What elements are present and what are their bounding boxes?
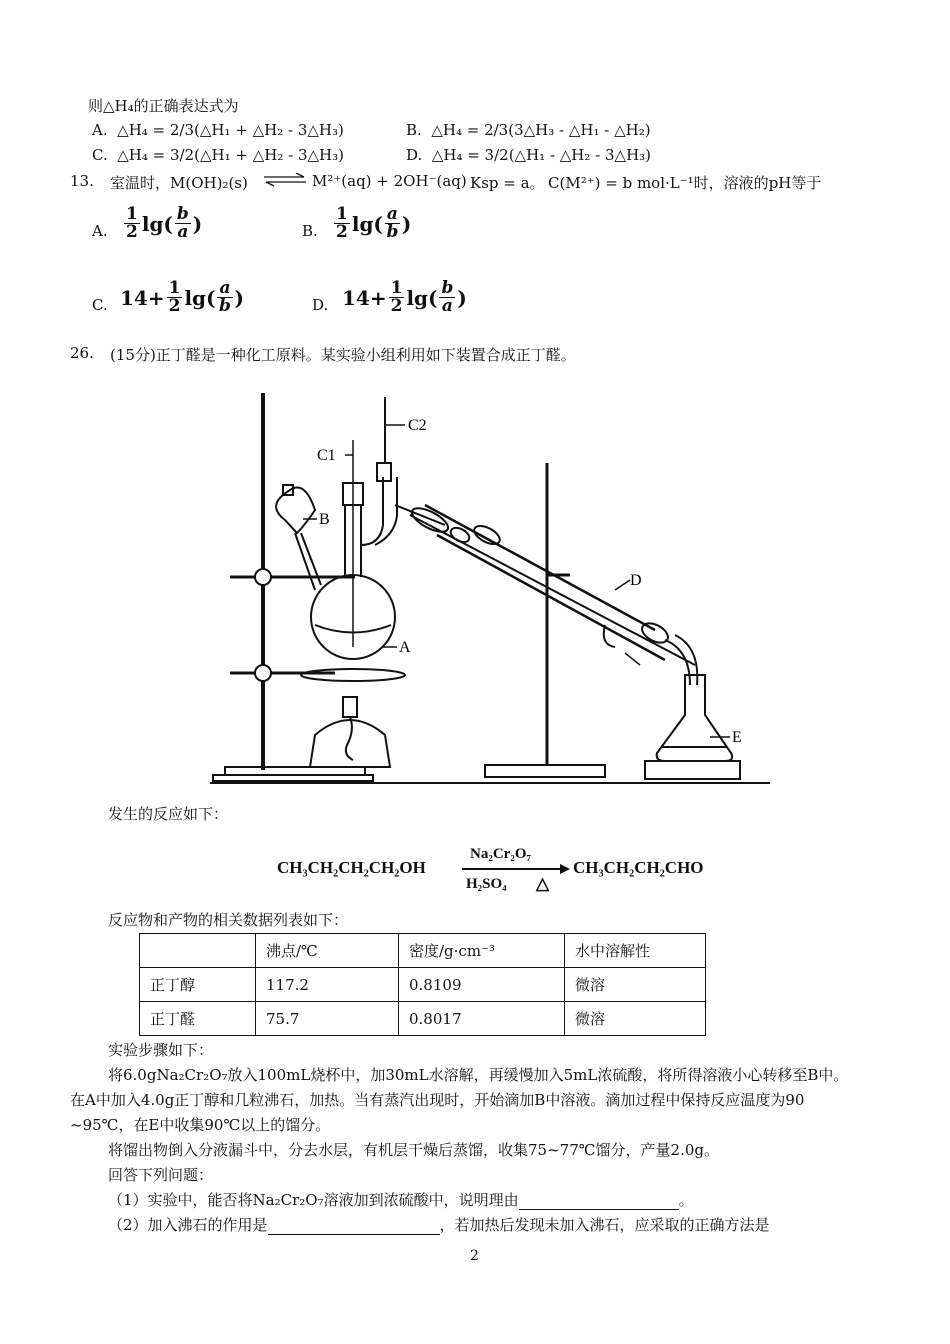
q12-option-a: A. △H₄ = 2/3(△H₁ + △H₂ - 3△H₃) <box>92 121 344 139</box>
q13-option-b-label: B. <box>302 222 318 240</box>
answer-blank-1[interactable] <box>519 1193 679 1210</box>
equilibrium-arrow-icon <box>262 173 308 187</box>
table-header-cell <box>140 934 256 968</box>
q13-number: 13. <box>70 172 94 190</box>
table-header-cell: 水中溶解性 <box>565 934 706 968</box>
table-header-cell: 沸点/℃ <box>256 934 399 968</box>
reaction-intro: 发生的反应如下： <box>108 805 229 823</box>
table-intro: 反应物和产物的相关数据列表如下： <box>108 911 349 929</box>
apparatus-diagram <box>205 385 775 790</box>
q13-lead: 室温时，M(OH)₂(s) <box>110 174 248 192</box>
q13-option-a-formula: $\frac{1}{2}$ lg( $\frac{b}{a}$ ) <box>126 204 203 242</box>
table-cell: 0.8017 <box>399 1002 565 1036</box>
q26-heading: (15分)正丁醛是一种化工原料。某实验小组利用如下装置合成正丁醛。 <box>110 346 576 364</box>
answer-intro: 回答下列问题： <box>108 1166 214 1184</box>
table-cell: 正丁醛 <box>140 1002 256 1036</box>
reaction-heat: △ <box>536 874 550 893</box>
table-row <box>140 968 706 1002</box>
q13-option-c-formula: 14+ $\frac{1}{2}$ lg( $\frac{a}{b}$ ) <box>120 278 244 316</box>
q13-option-b-formula: $\frac{1}{2}$ lg( $\frac{a}{b}$ ) <box>336 204 412 242</box>
table-header-row <box>140 934 706 968</box>
step-paragraph-2: 将馏出物倒入分液漏斗中，分去水层，有机层干燥后蒸馏，收集75~77℃馏分，产量2.0g。 <box>108 1141 719 1159</box>
reaction-product: CH₃CH₂CH₂CHO <box>573 858 704 877</box>
label-a: A <box>399 639 411 656</box>
q13-option-c-label: C. <box>92 296 108 314</box>
label-e: E <box>732 729 742 746</box>
q12-intro: 则△H₄的正确表达式为 <box>88 97 239 115</box>
q13-option-d-label: D. <box>312 296 329 314</box>
q13-products: M²⁺(aq) + 2OH⁻(aq) <box>312 172 467 190</box>
reaction-arrow-icon <box>460 862 572 876</box>
label-d: D <box>630 572 642 589</box>
table-cell: 微溶 <box>565 968 706 1002</box>
label-b: B <box>319 511 330 528</box>
table-cell: 117.2 <box>256 968 399 1002</box>
page-number: 2 <box>470 1248 479 1264</box>
reaction-reagent-above: Na₂Cr₂O₇ <box>470 846 531 862</box>
question-1: （1）实验中，能否将Na₂Cr₂O₇溶液加到浓硫酸中，说明理由 。 <box>108 1191 694 1209</box>
table-cell: 0.8109 <box>399 968 565 1002</box>
q12-option-d: D. △H₄ = 3/2(△H₁ - △H₂ - 3△H₃) <box>406 146 652 164</box>
table-row <box>140 1002 706 1036</box>
reaction-reagent-below: H₂SO₄ <box>466 876 507 892</box>
question-2: （2）加入沸石的作用是 ，若加热后发现未加入沸石，应采取的正确方法是 <box>108 1216 770 1234</box>
data-table <box>139 933 706 1036</box>
q12-option-c: C. △H₄ = 3/2(△H₁ + △H₂ - 3△H₃) <box>92 146 344 164</box>
q13-option-a-label: A. <box>92 222 108 240</box>
q13-ksp: Ksp = a。 <box>470 174 545 192</box>
q13-option-d-formula: 14+ $\frac{1}{2}$ lg( $\frac{b}{a}$ ) <box>342 278 467 316</box>
label-c2: C2 <box>408 417 427 434</box>
q26-number: 26. <box>70 344 94 362</box>
step-paragraph-1-line-1: 将6.0gNa₂Cr₂O₇放入100mL烧杯中，加30mL水溶解，再缓慢加入5mL浓硫酸，将所得溶液小心转移至B中。 <box>108 1066 849 1084</box>
q13-condition: C(M²⁺) = b mol·L⁻¹时，溶液的pH等于 <box>548 174 822 192</box>
q12-option-b: B. △H₄ = 2/3(3△H₃ - △H₁ - △H₂) <box>406 121 651 139</box>
steps-title: 实验步骤如下： <box>108 1041 214 1059</box>
table-cell: 75.7 <box>256 1002 399 1036</box>
reaction-reactant: CH₃CH₂CH₂CH₂OH <box>277 858 426 877</box>
label-c1: C1 <box>317 447 336 464</box>
step-paragraph-1-line-3: ~95℃，在E中收集90℃以上的馏分。 <box>70 1116 331 1134</box>
table-header-cell: 密度/g·cm⁻³ <box>399 934 565 968</box>
answer-blank-2[interactable] <box>268 1218 440 1235</box>
table-cell: 微溶 <box>565 1002 706 1036</box>
table-cell: 正丁醇 <box>140 968 256 1002</box>
step-paragraph-1-line-2: 在A中加入4.0g正丁醇和几粒沸石，加热。当有蒸汽出现时，开始滴加B中溶液。滴加过程中保持反应温度为90 <box>70 1091 805 1109</box>
